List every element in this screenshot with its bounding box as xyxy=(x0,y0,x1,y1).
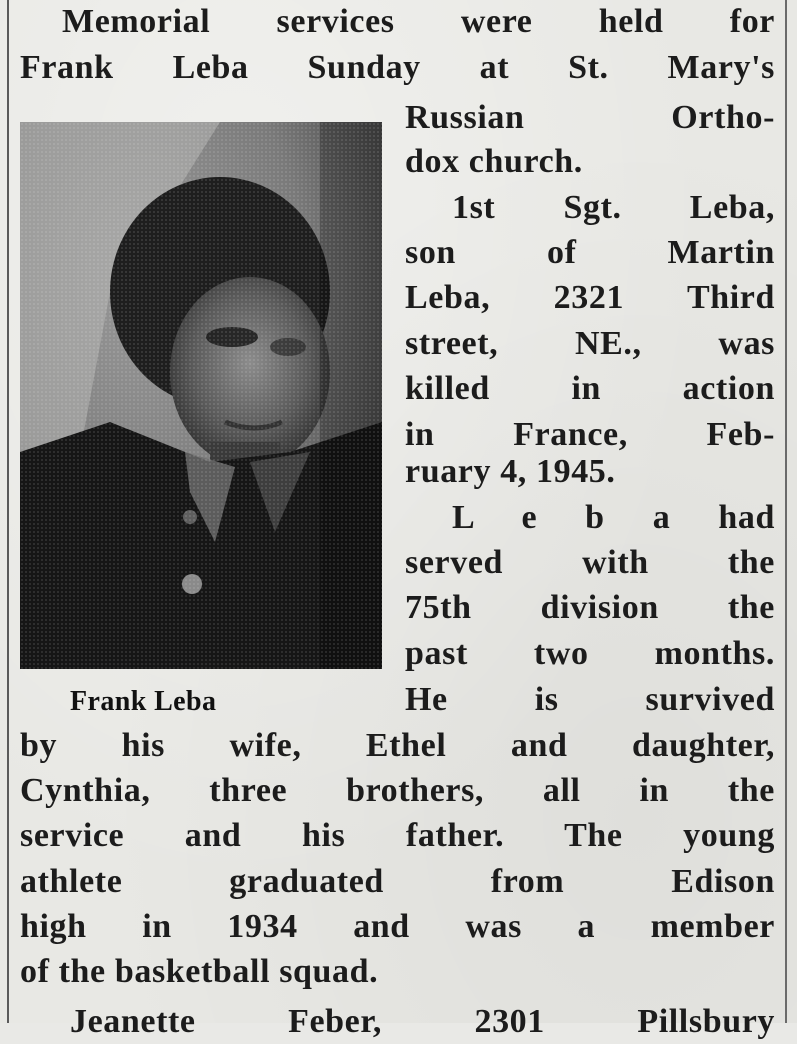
article-line: Russian Ortho- xyxy=(405,99,775,136)
article-line: 1st Sgt. Leba, xyxy=(452,189,775,226)
article-line: 75th division the xyxy=(405,589,775,626)
article-line: L e b a had xyxy=(452,499,775,536)
article-line: served with the xyxy=(405,544,775,581)
article-line: by his wife, Ethel and daughter, xyxy=(20,727,775,764)
article-line: in France, Feb- xyxy=(405,416,775,453)
article-line: athlete graduated from Edison xyxy=(20,863,775,900)
article-line: street, NE., was xyxy=(405,325,775,362)
article-line: Cynthia, three brothers, all in the xyxy=(20,772,775,809)
column-rule-right xyxy=(785,0,787,1023)
article-line: Leba, 2321 Third xyxy=(405,279,775,316)
article-line: son of Martin xyxy=(405,234,775,271)
article-line: of the basketball squad. xyxy=(20,953,379,990)
article-line: high in 1934 and was a member xyxy=(20,908,775,945)
article-line: killed in action xyxy=(405,370,775,407)
article-line: service and his father. The young xyxy=(20,817,775,854)
next-article-cutoff: Jeanette Feber, 2301 Pillsbury xyxy=(70,1003,775,1040)
column-rule-left xyxy=(7,0,9,1023)
article-line: Frank Leba Sunday at St. Mary's xyxy=(20,49,775,86)
article-line: ruary 4, 1945. xyxy=(405,453,616,490)
photo-caption: Frank Leba xyxy=(70,686,217,717)
article-line: past two months. xyxy=(405,635,775,672)
portrait-photo xyxy=(20,122,382,669)
article-line: dox church. xyxy=(405,143,583,180)
article-line: Memorial services were held for xyxy=(62,3,775,40)
article-line: He is survived xyxy=(405,681,775,718)
